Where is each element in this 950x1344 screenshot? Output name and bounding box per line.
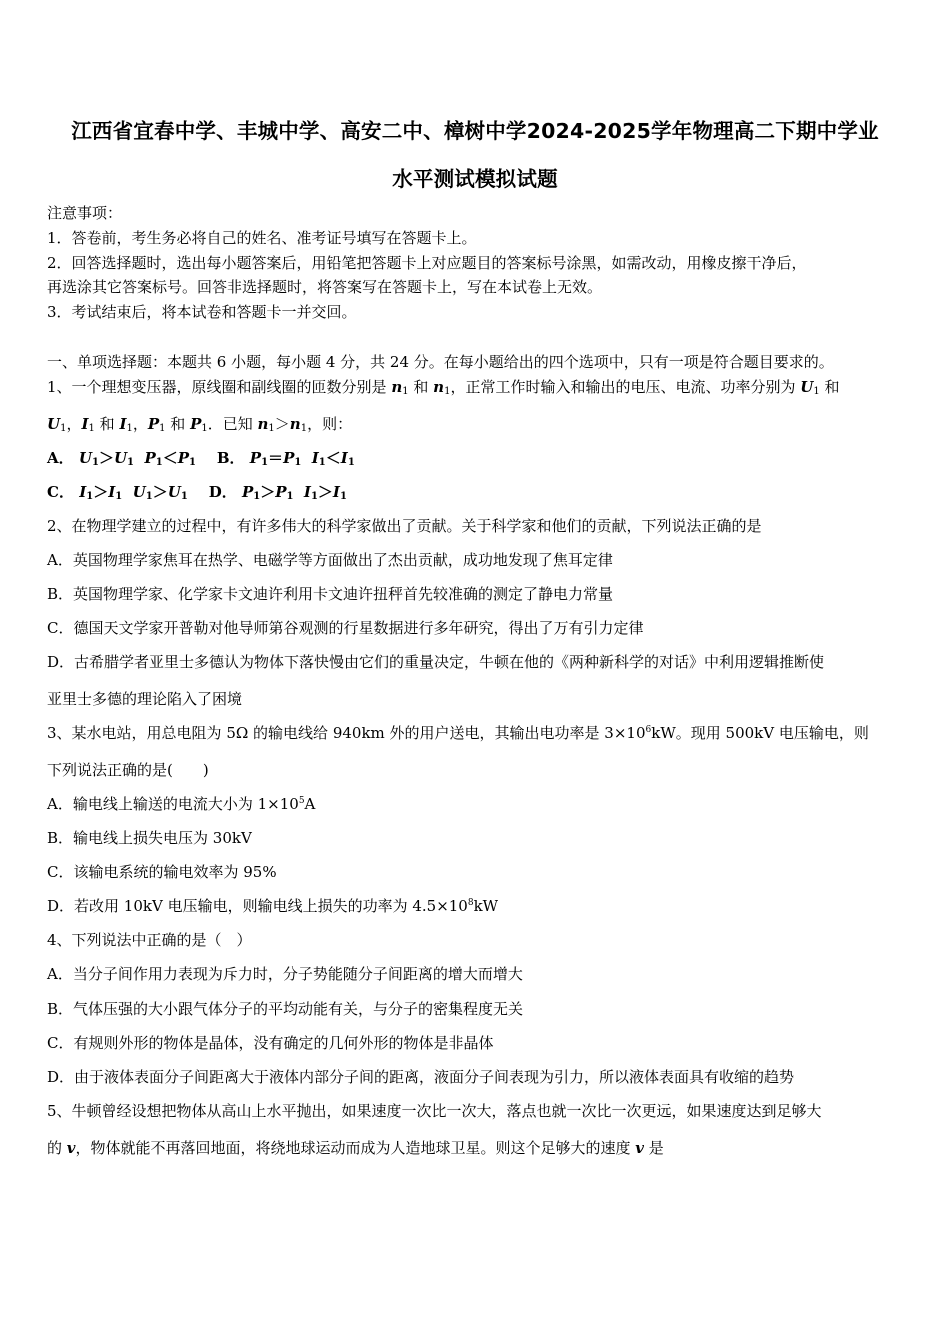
question-3-stem: 3、某水电站，用总电阻为 5Ω 的输电线给 940km 外的用户送电，其输出电功率是 $3\times 10^6kW$。现用 500kV 电压输电，则: [47, 724, 869, 742]
notice-heading: 注意事项：: [47, 204, 123, 222]
question-5-stem-cont: 的 v，物体就能不再落回地面，将绕地球运动而成为人造地球卫星。则这个足够大的速度 v 是: [47, 1139, 664, 1157]
question-4-stem: 4、下列说法中正确的是（ ）: [47, 931, 252, 949]
notice-item-3: 3．考试结束后，将本试卷和答题卡一并交回。: [47, 303, 357, 321]
question-4-option-b: B．气体压强的大小跟气体分子的平均动能有关，与分子的密集程度无关: [47, 1000, 524, 1018]
question-4-option-d: D．由于液体表面分子间距离大于液体内部分子间的距离，液面分子间表现为引力，所以液体表面具有收缩的趋势: [47, 1068, 795, 1086]
question-3-option-c: C．该输电系统的输电效率为 95%: [47, 863, 277, 881]
question-2-option-d: D．古希腊学者亚里士多德认为物体下落快慢由它们的重量决定，牛顿在他的《两种新科学的对话》中利用逻辑推断使: [47, 653, 825, 671]
question-3-option-d: D．若改用 10kV 电压输电，则输电线上损失的功率为 $4.5\times 10^8kW$: [47, 897, 499, 915]
question-5-stem: 5、牛顿曾经设想把物体从高山上水平抛出，如果速度一次比一次大，落点也就一次比一次更远，如果速度达到足够大: [47, 1102, 822, 1120]
question-2-option-a: A．英国物理学家焦耳在热学、电磁学等方面做出了杰出贡献，成功地发现了焦耳定律: [47, 551, 613, 569]
section-heading: 一、单项选择题：本题共 6 小题，每小题 4 分，共 24 分。在每小题给出的四个选项中，只有一项是符合题目要求的。: [47, 353, 834, 371]
question-4-option-c: C．有规则外形的物体是晶体，没有确定的几何外形的物体是非晶体: [47, 1034, 494, 1052]
notice-item-2-cont: 再选涂其它答案标号。回答非选择题时，将答案写在答题卡上，写在本试卷上无效。: [47, 278, 603, 296]
question-2-option-b: B．英国物理学家、化学家卡文迪许利用卡文迪许扭秤首先较准确的测定了静电力常量: [47, 585, 614, 603]
question-1-stem-cont: $U_1$，$I_1$ 和 $I_1$，$P_1$ 和 $P_1$．已知 $n_1>n_1$，则：: [47, 415, 353, 434]
document-title-line1: 江西省宜春中学、丰城中学、高安二中、樟树中学2024-2025学年物理高二下期中学业: [71, 119, 879, 143]
question-3-stem-cont: 下列说法正确的是( ): [47, 761, 209, 779]
question-2-option-d-cont: 亚里士多德的理论陷入了困境: [47, 690, 243, 708]
question-3-option-a: A．输电线上输送的电流大小为 $1\times 10^5A$: [47, 795, 316, 813]
question-2-option-c: C．德国天文学家开普勒对他导师第谷观测的行星数据进行多年研究，得出了万有引力定律: [47, 619, 644, 637]
question-2-stem: 2、在物理学建立的过程中，有许多伟大的科学家做出了贡献。关于科学家和他们的贡献，下列说法正确的是: [47, 517, 762, 535]
question-1-stem: 1、一个理想变压器，原线圈和副线圈的匝数分别是 $n_1$ 和 $n_1$，正常工作时输入和输出的电压、电流、功率分别为 $U_1$ 和: [47, 378, 840, 397]
question-1-options-cd: C． $I_1>I_1$ $U_1>U_1$ D． $P_1>P_1$ $I_1>I_1$: [47, 483, 347, 502]
question-4-option-a: A．当分子间作用力表现为斥力时，分子势能随分子间距离的增大而增大: [47, 965, 523, 983]
question-1-options-ab: A． $U_1>U_1$ $P_1<P_1$ B． $P_1=P_1$ $I_1<I_1$: [47, 449, 355, 468]
document-title-line2: 水平测试模拟试题: [392, 167, 558, 191]
notice-item-1: 1．答卷前，考生务必将自己的姓名、准考证号填写在答题卡上。: [47, 229, 477, 247]
question-3-option-b: B．输电线上损失电压为 30kV: [47, 829, 252, 847]
notice-item-2: 2．回答选择题时，选出每小题答案后，用铅笔把答题卡上对应题目的答案标号涂黑，如需改动，用橡皮擦干净后，: [47, 254, 807, 272]
